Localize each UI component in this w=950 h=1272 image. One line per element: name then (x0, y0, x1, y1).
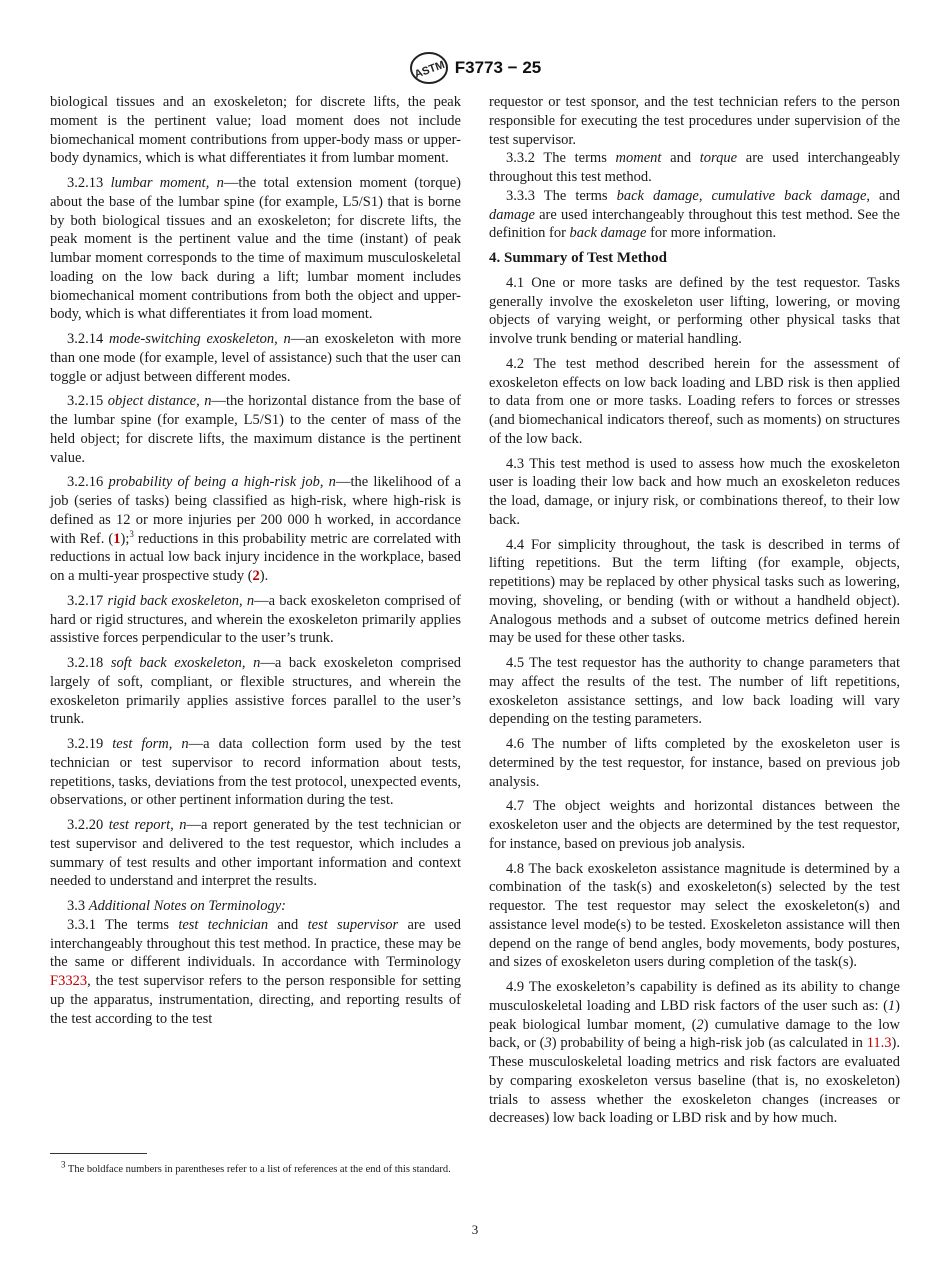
footnote: $^3$ The boldface numbers in parentheses refer to a list of references at the end of this standard. (61, 1159, 451, 1175)
definition-3-2-20: 3.2.20 test report, n—a report generated by the test technician or test supervisor and delivered to the test requestor, which includes a summary of test results and other important information and context needed to understand and interpret the results. (50, 817, 461, 890)
footnote-marker[interactable]: 3 (129, 528, 134, 539)
definition-3-2-13: 3.2.13 lumbar moment, n—the total extension moment (torque) about the base of the lumbar spine (for example, L5/S1) that is borne by both biological tissues and an exoskeleton; for discrete lifts, the peak moment is the pertinent value and the time (instant) of peak lumbar moment corresponds to the time of maximum musculoskeletal loading on the low back during a lift; lumbar moment includes biomechanical moment contributions from both the object and upper-body, which is what differentiates it from load moment. (50, 175, 461, 323)
paragraph-4-2: 4.2 The test method described herein for the assessment of exoskeleton effects on low back loading and LBD risk is then applied to data from one or more tasks. Loading refers to forces or stresses (and biomechanical indicators thereof, such as moments) on structures of the low back. (489, 355, 901, 447)
term: object distance, n (107, 393, 212, 410)
subsection-3-3: 3.3 Additional Notes on Terminology: (67, 898, 286, 914)
paragraph-4-7: 4.7 The object weights and horizontal distances between the exoskeleton user and the objects are determined by the test requestor, for instance, based on previous job analysis. (489, 798, 900, 852)
section-link-11-3[interactable]: 11.3 (866, 1035, 892, 1052)
paragraph-4-3: 4.3 This test method is used to assess how much the exoskeleton user is loading their low back and how much an exoskeleton reduces the load, damage, or injury risk, or combinations thereof, to their low back. (489, 455, 900, 528)
term: mode-switching exoskeleton, n (108, 331, 291, 347)
definition-3-2-15: 3.2.15 object distance, n—the horizontal distance from the base of the lumbar spine (for example, L5/S1) to the center of mass of the held object; for discrete lifts, the maximum distance is the pertinent value. (50, 393, 461, 466)
definition-3-2-18: 3.2.18 soft back exoskeleton, n—a back exoskeleton comprised largely of soft, compliant, or flexible structures, and wherein the exoskeleton primarily applies assistive forces parallel to the user’s trunk. (50, 655, 462, 728)
right-column (489, 93, 900, 1134)
reference-link-2[interactable]: 2 (252, 568, 260, 584)
astm-logo-icon (409, 51, 449, 85)
standard-designation: F3773 − 25 (454, 58, 542, 77)
reference-link-1[interactable]: 1 (113, 530, 121, 547)
definition-3-2-19: 3.2.19 test form, n—a data collection form used by the test technician or test supervisor to record information about tests, repetitions, tasks, deviations from the test protocol, unexpected events, observations, or other pertinent information during the test. (50, 736, 462, 809)
footnote-divider (50, 1153, 147, 1154)
definition-3-2-17: 3.2.17 rigid back exoskeleton, n—a back exoskeleton comprised of hard or rigid structures, and wherein the exoskeleton primarily applies assistive forces perpendicular to the user’s trunk. (50, 592, 461, 647)
paragraph-4-1: 4.1 One or more tasks are defined by the test requestor. Tasks generally involve the exoskeleton user lifting, lowering, or moving objects of varying weight, or performing other physical tasks that involve trunk bending or material handling. (489, 274, 901, 347)
paragraph-continued: requestor or test sponsor, and the test technician refers to the person responsible for executing the test procedures under supervision of the test supervisor. (489, 94, 900, 148)
page-header (0, 51, 950, 90)
term: test report, n (108, 817, 187, 833)
note-3-3-3: 3.3.3 The terms back damage, cumulative back damage, and damage are used interchangeably throughout this test method. See the definition for back damage for more information. (489, 187, 900, 242)
paragraph-continued: biological tissues and an exoskeleton; for discrete lifts, the peak moment is the pertinent value; load moment does not include biomechanical moment contributions from upper-body mass or upper-body dynamics, which is what differentiates it from lumbar moment. (50, 94, 461, 167)
definition-3-2-16: 3.2.16 probability of being a high-risk job, n—the likelihood of a job (series of tasks) being classified as high-risk, where high-risk is defined as 12 or more injuries per 200 000 h worked, in accordance with Ref. (1);$^3$ reductions in this probability metric are correlated with reductions in actual low back injury incidence in the workplace, based on a multi-year prospective study (2). (50, 474, 462, 584)
page-number: 3 (471, 1222, 479, 1237)
standard-link-f3323[interactable]: F3323 (50, 973, 88, 989)
definition-3-2-14: 3.2.14 mode-switching exoskeleton, n—an exoskeleton with more than one mode (for example, level of assistance) such that the user can toggle or adjust between different modes. (50, 331, 461, 385)
paragraph-4-5: 4.5 The test requestor has the authority to change parameters that may affect the results of the test. The number of lift repetitions, exoskeleton assistance settings, and low back loading will vary depending on the testing parameters. (489, 655, 900, 728)
left-column (50, 93, 461, 1034)
paragraph-4-8: 4.8 The back exoskeleton assistance magnitude is determined by a combination of the task(s) and exoskeleton(s) selected by the test requestor. The test requestor may select the exoskeleton(s) and assistance level mode(s) to be tested. Exoskeleton assistance will then depend on the range of bend angles, body movements, body postures, and sizes of exoskeleton users during completion of the task(s). (489, 860, 900, 971)
paragraph-4-9: 4.9 The exoskeleton’s capability is defined as its ability to change musculoskeletal loading and LBD risk factors of the user such as: (1) peak biological lumbar moment, (2) cumulative damage to the low back, or (3) probability of being a high-risk job (as calculated in 11.3). These musculoskeletal loading metrics and risk factors are evaluated by comparing exoskeleton versus baseline (that is, no exoskeleton) trials to assess whether the exoskeleton changes (increases or decreases) low back loading or LBD risk and by how much. (489, 979, 901, 1127)
paragraph-4-6: 4.6 The number of lifts completed by the exoskeleton user is determined by the test requestor, for instance, based on previous job analysis. (489, 736, 900, 790)
section-heading-4: 4. Summary of Test Method (489, 250, 667, 266)
note-3-3-2: 3.3.2 The terms moment and torque are used interchangeably throughout this test method. (489, 150, 900, 185)
term: probability of being a high-risk job, n (108, 474, 336, 491)
term: rigid back exoskeleton, n (107, 592, 255, 609)
paragraph-4-4: 4.4 For simplicity throughout, the task is described in terms of lifting repetitions. But the term lifting (for example, objects, repetitions) may be replaced by other physical tasks such as lowering, moving, shoveling, or bending (with or without a handheld object). Analogous methods and a subset of outcome metrics defined herein may be used for these other tasks. (489, 536, 900, 647)
svg-text:ASTM: ASTM (412, 58, 447, 81)
term: test form, n (112, 736, 189, 752)
term: soft back exoskeleton, n (110, 655, 261, 671)
term: lumbar moment, n (110, 175, 224, 191)
note-3-3-1: 3.3.1 The terms test technician and test supervisor are used interchangeably throughout this test method. In practice, these may be the same or different individuals. In accordance with Terminology F3323, the test supervisor refers to the person responsible for setting up the apparatus, instrumentation, directing, and reporting results of the test according to the test (50, 916, 462, 1027)
